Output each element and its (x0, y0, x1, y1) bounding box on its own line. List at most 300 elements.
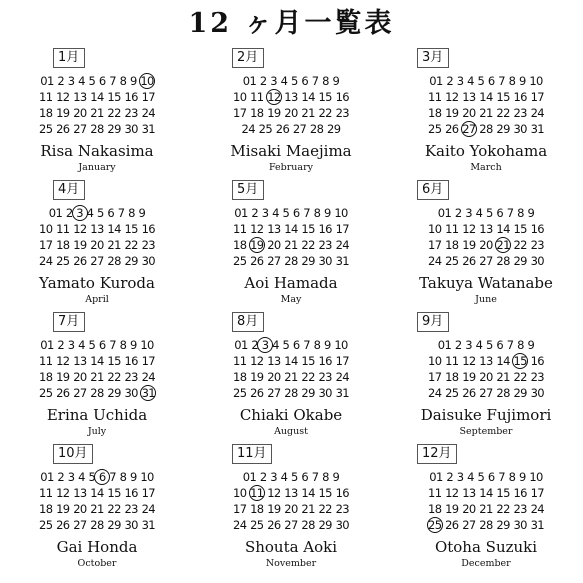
day: 15 (318, 90, 332, 104)
day-row (0, 121, 194, 137)
day-row (0, 501, 194, 517)
person-name: Misaki Maejima (230, 142, 352, 160)
day: 6 (98, 338, 106, 352)
day: 26 (56, 518, 70, 532)
day: 10 (233, 486, 247, 500)
person-name: Yamato Kuroda (39, 274, 155, 292)
day-row (194, 485, 388, 501)
month-label: 3月 (417, 48, 449, 68)
day-row (194, 237, 388, 253)
day: 12 (267, 486, 281, 500)
day: 01 (234, 206, 248, 220)
circled-day: 31 (141, 386, 155, 400)
day: 19 (462, 238, 476, 252)
day: 14 (496, 354, 510, 368)
day: 27 (479, 254, 493, 268)
day: 01 (40, 470, 54, 484)
day: 6 (487, 74, 495, 88)
day-grid (0, 205, 194, 269)
day: 16 (124, 354, 138, 368)
day: 19 (73, 238, 87, 252)
day: 22 (496, 502, 510, 516)
day: 4 (78, 74, 85, 88)
day: 30 (530, 254, 544, 268)
day: 18 (39, 106, 53, 120)
day: 15 (318, 486, 332, 500)
day: 30 (124, 122, 138, 136)
day-row (194, 353, 388, 369)
day: 24 (530, 502, 544, 516)
day: 4 (280, 74, 288, 88)
day: 10 (428, 354, 442, 368)
day: 3 (67, 74, 75, 88)
day: 26 (250, 386, 264, 400)
day: 8 (313, 338, 321, 352)
day: 8 (508, 470, 516, 484)
day: 3 (261, 206, 269, 220)
day: 2 (259, 74, 267, 88)
day: 20 (90, 238, 104, 252)
day-row (0, 353, 194, 369)
day-row (389, 221, 583, 237)
month-label: 6月 (417, 180, 449, 200)
day: 5 (88, 470, 96, 484)
day: 29 (107, 122, 121, 136)
day-row (0, 73, 194, 89)
day: 14 (479, 486, 493, 500)
day: 7 (498, 470, 505, 484)
day: 13 (90, 222, 104, 236)
day: 14 (496, 222, 510, 236)
day: 3 (270, 74, 277, 88)
day: 6 (496, 338, 504, 352)
day: 24 (141, 106, 155, 120)
day-row (389, 237, 583, 253)
day: 5 (88, 338, 96, 352)
day: 9 (527, 206, 535, 220)
day: 17 (141, 486, 155, 500)
day: 22 (301, 238, 315, 252)
day-row (194, 89, 388, 105)
day: 30 (141, 254, 155, 268)
day: 8 (119, 470, 127, 484)
day: 25 (445, 254, 459, 268)
month-label: 7月 (53, 312, 85, 332)
circled-day: 15 (513, 354, 527, 368)
day: 4 (467, 74, 474, 88)
day: 29 (496, 518, 510, 532)
day: 11 (39, 486, 53, 500)
day: 8 (517, 338, 524, 352)
day: 27 (462, 518, 476, 532)
day: 6 (496, 206, 504, 220)
day: 15 (107, 90, 121, 104)
day: 31 (530, 518, 544, 532)
circled-day: 3 (261, 338, 269, 352)
day: 9 (332, 74, 340, 88)
day: 30 (513, 122, 527, 136)
day: 15 (301, 222, 315, 236)
day: 30 (124, 386, 138, 400)
person-name: Erina Uchida (46, 406, 148, 424)
day: 12 (462, 222, 476, 236)
day-row (194, 517, 388, 533)
day: 28 (90, 122, 104, 136)
day: 15 (124, 222, 138, 236)
day: 12 (56, 354, 70, 368)
day: 24 (428, 386, 442, 400)
day-grid (194, 337, 388, 401)
day: 25 (233, 386, 247, 400)
month-label: 5月 (232, 180, 264, 200)
day: 7 (303, 206, 310, 220)
day-row (194, 205, 388, 221)
month-english: March (470, 162, 502, 173)
month-english: June (475, 294, 497, 305)
day-row (389, 369, 583, 385)
day: 20 (73, 106, 87, 120)
month-cell (389, 312, 583, 444)
day: 17 (428, 370, 442, 384)
day: 28 (496, 386, 510, 400)
day-grid (194, 73, 388, 137)
day: 4 (467, 470, 474, 484)
month-label: 9月 (417, 312, 449, 332)
day-row (194, 337, 388, 353)
circled-day: 6 (98, 470, 106, 484)
day: 15 (107, 354, 121, 368)
month-cell (389, 180, 583, 312)
day: 26 (56, 386, 70, 400)
day: 29 (496, 122, 510, 136)
day: 23 (530, 370, 544, 384)
month-english: January (78, 162, 116, 173)
day-row (389, 89, 583, 105)
day: 29 (301, 386, 315, 400)
day: 4 (78, 338, 85, 352)
day: 16 (141, 222, 155, 236)
day: 3 (456, 470, 464, 484)
day: 9 (527, 338, 535, 352)
day-grid (389, 337, 583, 401)
day: 5 (477, 74, 485, 88)
person-name: Kaito Yokohama (424, 142, 548, 160)
day: 7 (303, 338, 310, 352)
day: 16 (318, 354, 332, 368)
day: 17 (233, 106, 247, 120)
day: 3 (456, 74, 464, 88)
day: 27 (267, 386, 281, 400)
day-grid (389, 73, 583, 137)
day: 2 (65, 206, 73, 220)
day: 10 (428, 222, 442, 236)
day-row (0, 385, 194, 401)
day-row (0, 369, 194, 385)
day-row (194, 385, 388, 401)
month-cell (194, 312, 388, 444)
day: 12 (250, 222, 264, 236)
day: 27 (90, 254, 104, 268)
day: 11 (39, 354, 53, 368)
day: 26 (462, 254, 476, 268)
day: 18 (39, 502, 53, 516)
day: 16 (124, 90, 138, 104)
day: 27 (292, 122, 307, 136)
day: 13 (462, 90, 476, 104)
day-row (389, 121, 583, 137)
day: 16 (530, 354, 544, 368)
day-row (389, 205, 583, 221)
day: 29 (124, 254, 138, 268)
day: 14 (284, 222, 298, 236)
day: 2 (251, 206, 259, 220)
day: 11 (428, 90, 442, 104)
day: 30 (513, 518, 527, 532)
day: 20 (479, 238, 493, 252)
day-grid (194, 469, 388, 533)
day: 19 (56, 370, 70, 384)
day: 11 (56, 222, 70, 236)
day: 10 (529, 74, 543, 88)
day: 25 (258, 122, 273, 136)
day: 20 (462, 502, 476, 516)
day-row (389, 517, 583, 533)
month-english: April (85, 294, 109, 305)
day: 9 (323, 206, 331, 220)
day: 11 (233, 354, 247, 368)
day: 01 (429, 74, 443, 88)
day: 9 (129, 338, 137, 352)
day: 10 (39, 222, 53, 236)
month-english: November (265, 558, 317, 569)
day: 5 (97, 206, 104, 220)
day: 23 (141, 238, 155, 252)
day: 5 (477, 470, 485, 484)
day: 26 (462, 386, 476, 400)
day: 23 (335, 502, 349, 516)
day: 15 (107, 486, 121, 500)
day-row (194, 221, 388, 237)
day: 28 (496, 254, 510, 268)
month-cell (0, 48, 194, 180)
month-cell (389, 444, 583, 576)
day: 12 (445, 90, 459, 104)
day: 8 (119, 74, 127, 88)
month-label: 2月 (232, 48, 264, 68)
day-row (194, 105, 388, 121)
month-label: 8月 (232, 312, 264, 332)
day-row (389, 501, 583, 517)
day-row (389, 253, 583, 269)
day: 5 (291, 470, 298, 484)
day: 6 (487, 470, 495, 484)
day: 27 (73, 122, 87, 136)
day: 30 (318, 386, 332, 400)
day: 21 (284, 238, 298, 252)
day-row (389, 337, 583, 353)
day: 7 (506, 206, 514, 220)
day: 30 (124, 518, 138, 532)
day: 23 (124, 106, 138, 120)
day: 7 (109, 470, 116, 484)
day: 26 (445, 122, 459, 136)
day: 13 (479, 354, 493, 368)
day: 25 (445, 386, 459, 400)
day: 9 (332, 470, 340, 484)
day-row (0, 337, 194, 353)
page-title: 12 ヶ月一覧表 (188, 8, 395, 39)
circled-day: 19 (250, 238, 264, 252)
day: 26 (445, 518, 459, 532)
day: 27 (267, 254, 281, 268)
day: 7 (311, 470, 319, 484)
day: 14 (301, 486, 315, 500)
day: 2 (454, 338, 462, 352)
day: 10 (529, 470, 543, 484)
day: 21 (496, 370, 510, 384)
day: 26 (56, 122, 70, 136)
day: 18 (39, 370, 53, 384)
day: 11 (250, 90, 264, 104)
day: 10 (334, 338, 348, 352)
day: 10 (334, 206, 348, 220)
day: 25 (233, 254, 247, 268)
day: 16 (335, 486, 349, 500)
day: 17 (141, 354, 155, 368)
day: 01 (242, 470, 257, 484)
day: 24 (335, 370, 349, 384)
day: 11 (445, 354, 459, 368)
day: 7 (117, 206, 125, 220)
day: 7 (109, 338, 116, 352)
day-grid (0, 73, 194, 137)
day: 24 (241, 122, 255, 136)
day-grid (389, 205, 583, 269)
day: 23 (513, 502, 527, 516)
day: 18 (233, 370, 247, 384)
month-label: 11月 (232, 444, 272, 464)
day: 22 (318, 502, 332, 516)
day: 22 (318, 106, 332, 120)
day: 5 (282, 338, 290, 352)
day: 23 (513, 106, 527, 120)
day: 13 (267, 222, 281, 236)
month-english: May (280, 294, 302, 305)
day: 14 (90, 90, 104, 104)
day: 2 (57, 74, 65, 88)
person-name: Chiaki Okabe (239, 406, 343, 424)
day: 15 (496, 486, 510, 500)
day: 27 (479, 386, 493, 400)
day: 01 (437, 338, 452, 352)
day: 31 (335, 254, 349, 268)
circled-day: 12 (267, 90, 281, 104)
month-english: October (77, 558, 117, 569)
day: 01 (40, 338, 54, 352)
day: 26 (250, 254, 264, 268)
day: 26 (73, 254, 87, 268)
day-row (0, 517, 194, 533)
day-row (389, 353, 583, 369)
day-row (0, 89, 194, 105)
day: 8 (119, 338, 127, 352)
day-row (194, 369, 388, 385)
circled-day: 21 (496, 238, 510, 252)
day: 29 (301, 254, 315, 268)
day-row (194, 469, 388, 485)
circled-day: 10 (140, 74, 154, 88)
day: 15 (513, 222, 527, 236)
day: 20 (284, 502, 298, 516)
day: 2 (251, 338, 259, 352)
day: 20 (73, 370, 87, 384)
day: 8 (322, 74, 329, 88)
day: 16 (513, 486, 527, 500)
day: 18 (428, 502, 442, 516)
day: 29 (327, 122, 341, 136)
day: 19 (56, 502, 70, 516)
day: 5 (486, 338, 493, 352)
day: 3 (67, 338, 75, 352)
day: 2 (259, 470, 267, 484)
day: 2 (57, 338, 65, 352)
day: 4 (475, 338, 483, 352)
day: 10 (140, 338, 154, 352)
day: 21 (479, 502, 493, 516)
person-name: Shouta Aoki (244, 538, 338, 556)
day: 22 (513, 238, 527, 252)
day: 6 (292, 206, 300, 220)
day: 12 (250, 354, 264, 368)
day: 29 (513, 254, 527, 268)
day-row (0, 205, 194, 221)
day-row (194, 501, 388, 517)
day: 4 (272, 206, 279, 220)
day-row (0, 485, 194, 501)
day: 23 (530, 238, 544, 252)
day: 21 (90, 502, 104, 516)
day: 28 (90, 518, 104, 532)
day-row (389, 385, 583, 401)
day: 8 (517, 206, 524, 220)
day-grid (389, 469, 583, 533)
day: 17 (141, 90, 155, 104)
day: 5 (486, 206, 493, 220)
day-grid (0, 337, 194, 401)
day: 22 (107, 106, 121, 120)
circled-day: 27 (462, 122, 476, 136)
day: 28 (107, 254, 121, 268)
person-name: Takuya Watanabe (419, 274, 553, 292)
day: 22 (124, 238, 138, 252)
day-row (0, 221, 194, 237)
day-grid (0, 469, 194, 533)
day: 9 (518, 74, 526, 88)
month-english: December (461, 558, 511, 569)
day: 17 (530, 90, 544, 104)
day: 28 (301, 518, 315, 532)
day: 16 (513, 90, 527, 104)
day: 25 (39, 518, 53, 532)
month-cell (194, 444, 388, 576)
day: 16 (124, 486, 138, 500)
day: 12 (73, 222, 87, 236)
day: 29 (107, 386, 121, 400)
day: 17 (233, 502, 247, 516)
person-name: Gai Honda (56, 538, 138, 556)
day-row (0, 469, 194, 485)
day: 01 (40, 74, 54, 88)
